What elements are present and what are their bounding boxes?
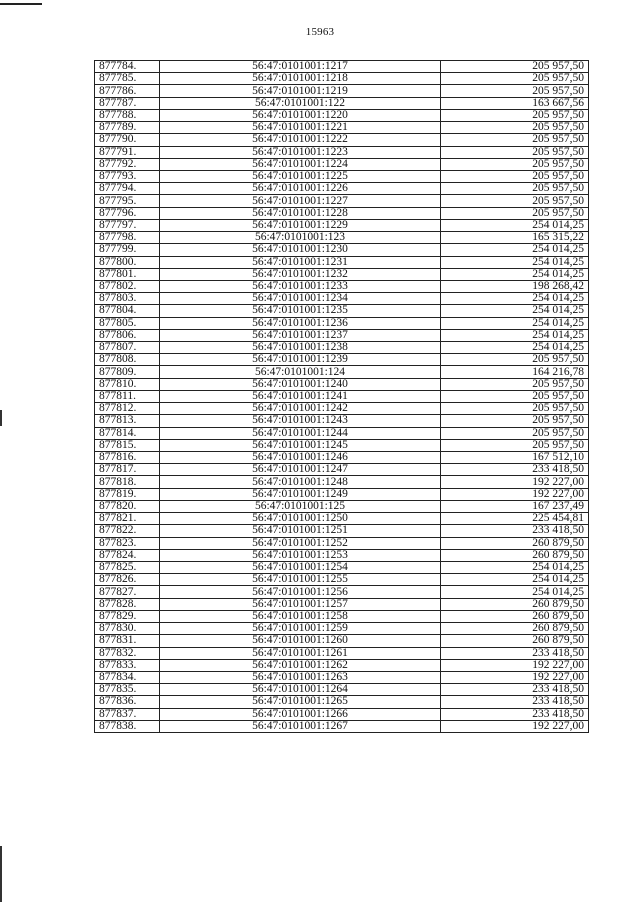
table-row [95,720,589,732]
cadastral-number-cell: 56:47:0101001:1224 [160,158,441,170]
scan-margin-mark [0,410,2,426]
cadastral-value-cell: 205 957,50 [441,73,589,85]
cadastral-value-cell: 205 957,50 [441,378,589,390]
table-row [95,464,589,476]
cadastral-value-cell: 167 237,49 [441,500,589,512]
cadastral-value-cell: 205 957,50 [441,109,589,121]
table-row [95,244,589,256]
row-number-cell: 877788. [95,109,160,121]
cadastral-value-cell: 254 014,25 [441,268,589,280]
cadastral-value-cell: 205 957,50 [441,427,589,439]
cadastral-number-cell: 56:47:0101001:1251 [160,525,441,537]
table-row [95,207,589,219]
row-number-cell: 877823. [95,537,160,549]
cadastral-number-cell: 56:47:0101001:125 [160,500,441,512]
row-number-cell: 877830. [95,623,160,635]
cadastral-value-cell: 260 879,50 [441,549,589,561]
table-row [95,317,589,329]
row-number-cell: 877791. [95,146,160,158]
cadastral-number-cell: 56:47:0101001:1220 [160,109,441,121]
table-row [95,61,589,73]
row-number-cell: 877822. [95,525,160,537]
cadastral-number-cell: 56:47:0101001:1266 [160,708,441,720]
cadastral-number-cell: 56:47:0101001:1260 [160,635,441,647]
cadastral-number-cell: 56:47:0101001:1235 [160,305,441,317]
cadastral-number-cell: 56:47:0101001:1238 [160,342,441,354]
cadastral-number-cell: 56:47:0101001:1255 [160,574,441,586]
table-row [95,647,589,659]
cadastral-value-cell: 260 879,50 [441,635,589,647]
row-number-cell: 877796. [95,207,160,219]
row-number-cell: 877789. [95,122,160,134]
table-row [95,549,589,561]
row-number-cell: 877801. [95,268,160,280]
row-number-cell: 877820. [95,500,160,512]
cadastral-value-cell: 192 227,00 [441,476,589,488]
row-number-cell: 877826. [95,574,160,586]
row-number-cell: 877809. [95,366,160,378]
cadastral-value-cell: 254 014,25 [441,305,589,317]
cadastral-value-cell: 254 014,25 [441,586,589,598]
cadastral-number-cell: 56:47:0101001:1267 [160,720,441,732]
cadastral-value-cell: 198 268,42 [441,280,589,292]
row-number-cell: 877812. [95,403,160,415]
table-row [95,415,589,427]
cadastral-value-cell: 192 227,00 [441,659,589,671]
table-row [95,403,589,415]
scan-margin-mark [0,846,2,902]
cadastral-number-cell: 56:47:0101001:1223 [160,146,441,158]
row-number-cell: 877816. [95,452,160,464]
row-number-cell: 877834. [95,671,160,683]
cadastral-value-cell: 205 957,50 [441,146,589,158]
cadastral-value-cell: 233 418,50 [441,708,589,720]
table-row [95,500,589,512]
row-number-cell: 877800. [95,256,160,268]
row-number-cell: 877786. [95,85,160,97]
cadastral-value-cell: 163 667,56 [441,97,589,109]
cadastral-number-cell: 56:47:0101001:1258 [160,610,441,622]
row-number-cell: 877785. [95,73,160,85]
table-row [95,268,589,280]
cadastral-value-cell: 233 418,50 [441,647,589,659]
cadastral-number-cell: 56:47:0101001:1246 [160,452,441,464]
cadastral-value-cell: 205 957,50 [441,390,589,402]
cadastral-number-cell: 56:47:0101001:1262 [160,659,441,671]
row-number-cell: 877825. [95,561,160,573]
table-row [95,525,589,537]
table-row [95,280,589,292]
cadastral-value-cell: 254 014,25 [441,256,589,268]
cadastral-number-cell: 56:47:0101001:1248 [160,476,441,488]
cadastral-number-cell: 56:47:0101001:1242 [160,403,441,415]
row-number-cell: 877814. [95,427,160,439]
cadastral-number-cell: 56:47:0101001:1261 [160,647,441,659]
table-row [95,183,589,195]
row-number-cell: 877815. [95,439,160,451]
cadastral-number-cell: 56:47:0101001:1219 [160,85,441,97]
table-row [95,452,589,464]
table-row [95,195,589,207]
row-number-cell: 877836. [95,696,160,708]
cadastral-number-cell: 56:47:0101001:1245 [160,439,441,451]
cadastral-number-cell: 56:47:0101001:1233 [160,280,441,292]
table-row [95,684,589,696]
cadastral-number-cell: 56:47:0101001:1231 [160,256,441,268]
table-row [95,146,589,158]
row-number-cell: 877837. [95,708,160,720]
row-number-cell: 877827. [95,586,160,598]
cadastral-value-cell: 205 957,50 [441,122,589,134]
cadastral-number-cell: 56:47:0101001:1239 [160,354,441,366]
table-row [95,671,589,683]
cadastral-value-table [94,60,589,733]
row-number-cell: 877794. [95,183,160,195]
row-number-cell: 877821. [95,513,160,525]
row-number-cell: 877784. [95,61,160,73]
table-row [95,232,589,244]
cadastral-value-cell: 260 879,50 [441,537,589,549]
cadastral-value-cell: 254 014,25 [441,574,589,586]
table-row [95,390,589,402]
row-number-cell: 877835. [95,684,160,696]
cadastral-value-cell: 205 957,50 [441,61,589,73]
table-row [95,305,589,317]
cadastral-value-cell: 205 957,50 [441,439,589,451]
cadastral-value-cell: 205 957,50 [441,403,589,415]
table-row [95,586,589,598]
row-number-cell: 877806. [95,329,160,341]
row-number-cell: 877813. [95,415,160,427]
cadastral-number-cell: 56:47:0101001:1240 [160,378,441,390]
table-row [95,623,589,635]
table-row [95,366,589,378]
row-number-cell: 877817. [95,464,160,476]
table-row [95,73,589,85]
cadastral-number-cell: 56:47:0101001:122 [160,97,441,109]
cadastral-number-cell: 56:47:0101001:1222 [160,134,441,146]
cadastral-number-cell: 56:47:0101001:1253 [160,549,441,561]
cadastral-number-cell: 56:47:0101001:124 [160,366,441,378]
row-number-cell: 877810. [95,378,160,390]
cadastral-number-cell: 56:47:0101001:1256 [160,586,441,598]
cadastral-number-cell: 56:47:0101001:1259 [160,623,441,635]
row-number-cell: 877818. [95,476,160,488]
cadastral-value-cell: 205 957,50 [441,158,589,170]
cadastral-number-cell: 56:47:0101001:1247 [160,464,441,476]
table-row [95,378,589,390]
cadastral-value-cell: 192 227,00 [441,720,589,732]
table-row [95,513,589,525]
table-row [95,561,589,573]
table-row [95,610,589,622]
cadastral-number-cell: 56:47:0101001:1228 [160,207,441,219]
table-row [95,85,589,97]
row-number-cell: 877824. [95,549,160,561]
cadastral-number-cell: 56:47:0101001:1230 [160,244,441,256]
cadastral-number-cell: 56:47:0101001:1263 [160,671,441,683]
cadastral-number-cell: 56:47:0101001:1225 [160,170,441,182]
cadastral-number-cell: 56:47:0101001:1264 [160,684,441,696]
row-number-cell: 877819. [95,488,160,500]
cadastral-number-cell: 56:47:0101001:1234 [160,293,441,305]
cadastral-value-cell: 233 418,50 [441,464,589,476]
table-row [95,696,589,708]
table-row [95,476,589,488]
cadastral-value-cell: 254 014,25 [441,219,589,231]
table-row [95,598,589,610]
cadastral-number-cell: 56:47:0101001:1218 [160,73,441,85]
row-number-cell: 877808. [95,354,160,366]
cadastral-value-cell: 205 957,50 [441,354,589,366]
cadastral-value-cell: 167 512,10 [441,452,589,464]
cadastral-value-cell: 260 879,50 [441,598,589,610]
table-row [95,293,589,305]
scan-edge-rule [0,3,42,5]
cadastral-value-cell: 205 957,50 [441,170,589,182]
row-number-cell: 877802. [95,280,160,292]
row-number-cell: 877799. [95,244,160,256]
cadastral-value-cell: 254 014,25 [441,561,589,573]
row-number-cell: 877828. [95,598,160,610]
cadastral-value-cell: 260 879,50 [441,623,589,635]
table-row [95,109,589,121]
cadastral-value-cell: 225 454,81 [441,513,589,525]
table-row [95,122,589,134]
table-body [95,61,589,733]
cadastral-value-cell: 254 014,25 [441,329,589,341]
table-row [95,158,589,170]
table-row [95,574,589,586]
cadastral-value-cell: 254 014,25 [441,293,589,305]
table-row [95,488,589,500]
row-number-cell: 877790. [95,134,160,146]
cadastral-number-cell: 56:47:0101001:1226 [160,183,441,195]
row-number-cell: 877804. [95,305,160,317]
cadastral-value-cell: 205 957,50 [441,183,589,195]
cadastral-number-cell: 56:47:0101001:1257 [160,598,441,610]
cadastral-value-cell: 254 014,25 [441,244,589,256]
table-row [95,97,589,109]
row-number-cell: 877792. [95,158,160,170]
cadastral-value-cell: 260 879,50 [441,610,589,622]
cadastral-number-cell: 56:47:0101001:1221 [160,122,441,134]
row-number-cell: 877803. [95,293,160,305]
cadastral-number-cell: 56:47:0101001:1252 [160,537,441,549]
table-row [95,537,589,549]
row-number-cell: 877807. [95,342,160,354]
cadastral-value-cell: 192 227,00 [441,671,589,683]
cadastral-value-cell: 233 418,50 [441,525,589,537]
row-number-cell: 877832. [95,647,160,659]
cadastral-value-cell: 254 014,25 [441,342,589,354]
cadastral-number-cell: 56:47:0101001:1217 [160,61,441,73]
cadastral-value-cell: 205 957,50 [441,415,589,427]
cadastral-number-cell: 56:47:0101001:1227 [160,195,441,207]
row-number-cell: 877798. [95,232,160,244]
cadastral-value-cell: 205 957,50 [441,85,589,97]
cadastral-number-cell: 56:47:0101001:1229 [160,219,441,231]
table-row [95,256,589,268]
cadastral-value-cell: 205 957,50 [441,134,589,146]
row-number-cell: 877805. [95,317,160,329]
cadastral-number-cell: 56:47:0101001:1241 [160,390,441,402]
cadastral-number-cell: 56:47:0101001:1243 [160,415,441,427]
row-number-cell: 877838. [95,720,160,732]
cadastral-number-cell: 56:47:0101001:1232 [160,268,441,280]
table-row [95,427,589,439]
table-row [95,342,589,354]
cadastral-number-cell: 56:47:0101001:1250 [160,513,441,525]
row-number-cell: 877797. [95,219,160,231]
cadastral-number-cell: 56:47:0101001:1237 [160,329,441,341]
cadastral-value-cell: 205 957,50 [441,207,589,219]
cadastral-value-cell: 233 418,50 [441,696,589,708]
table-row [95,354,589,366]
cadastral-number-cell: 56:47:0101001:1244 [160,427,441,439]
cadastral-value-cell: 164 216,78 [441,366,589,378]
table-row [95,134,589,146]
table-row [95,170,589,182]
cadastral-number-cell: 56:47:0101001:1249 [160,488,441,500]
cadastral-number-cell: 56:47:0101001:1236 [160,317,441,329]
cadastral-value-cell: 165 315,22 [441,232,589,244]
table-row [95,659,589,671]
table-row [95,708,589,720]
cadastral-value-cell: 192 227,00 [441,488,589,500]
cadastral-value-cell: 205 957,50 [441,195,589,207]
table-row [95,439,589,451]
page-number: 15963 [305,26,335,38]
cadastral-value-cell: 254 014,25 [441,317,589,329]
row-number-cell: 877831. [95,635,160,647]
table-row [95,635,589,647]
cadastral-number-cell: 56:47:0101001:1254 [160,561,441,573]
row-number-cell: 877829. [95,610,160,622]
table-row [95,219,589,231]
row-number-cell: 877795. [95,195,160,207]
cadastral-number-cell: 56:47:0101001:1265 [160,696,441,708]
cadastral-value-cell: 233 418,50 [441,684,589,696]
row-number-cell: 877811. [95,390,160,402]
cadastral-number-cell: 56:47:0101001:123 [160,232,441,244]
table-row [95,329,589,341]
row-number-cell: 877793. [95,170,160,182]
row-number-cell: 877833. [95,659,160,671]
row-number-cell: 877787. [95,97,160,109]
